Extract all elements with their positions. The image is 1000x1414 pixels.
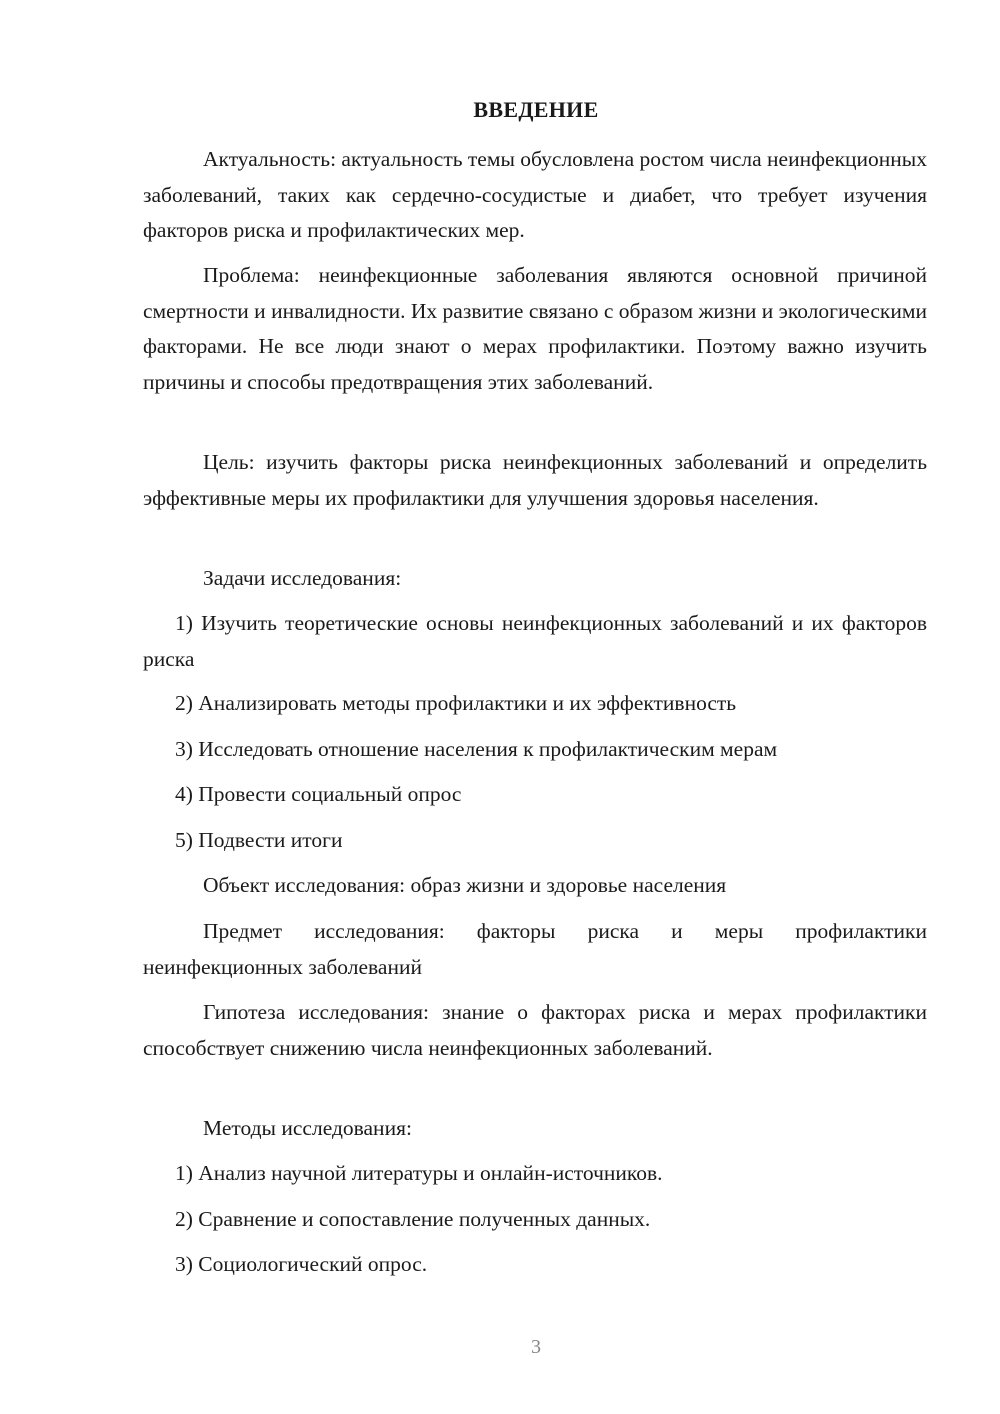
paragraph-subject: Предмет исследования: факторы риска и меры профилактики неинфекционных заболеваний: [143, 919, 927, 979]
list-item-method-1: 1) Анализ научной литературы и онлайн-источников.: [175, 1161, 663, 1185]
list-item-task-1: 1) Изучить теоретические основы неинфекционных заболеваний и их факторов риска: [143, 611, 927, 671]
list-item-method-2: 2) Сравнение и сопоставление полученных данных.: [175, 1207, 651, 1231]
list-item-task-4: 4) Провести социальный опрос: [175, 782, 462, 806]
paragraph-object: Объект исследования: образ жизни и здоровье населения: [203, 873, 727, 897]
page-number: 3: [531, 1336, 541, 1358]
list-item-task-5: 5) Подвести итоги: [175, 828, 343, 852]
section-heading: ВВЕДЕНИЕ: [473, 97, 599, 122]
paragraph-goal: Цель: изучить факторы риска неинфекционных заболеваний и определить эффективные меры их профилактики для улучшения здоровья населения.: [143, 450, 927, 510]
paragraph-problem: Проблема: неинфекционные заболевания являются основной причиной смертности и инвалидности. Их развитие связано с образом жизни и экологическими факторами. Не все люди знают о мерах профилактики. Поэтому важно изучить причины и способы предотвращения этих заболеваний.: [143, 263, 927, 394]
paragraph-hypothesis: Гипотеза исследования: знание о факторах риска и мерах профилактики способствует снижению числа неинфекционных заболеваний.: [143, 1000, 927, 1060]
list-item-method-3: 3) Социологический опрос.: [175, 1252, 428, 1276]
list-item-task-2: 2) Анализировать методы профилактики и их эффективность: [175, 691, 737, 715]
paragraph-tasks-heading: Задачи исследования:: [203, 566, 402, 590]
list-item-task-3: 3) Исследовать отношение населения к профилактическим мерам: [175, 737, 778, 761]
paragraph-relevance: Актуальность: актуальность темы обусловлена ростом числа неинфекционных заболеваний, таких как сердечно-сосудистые и диабет, что требует изучения факторов риска и профилактических мер.: [143, 147, 927, 242]
paragraph-methods-heading: Методы исследования:: [203, 1116, 412, 1140]
